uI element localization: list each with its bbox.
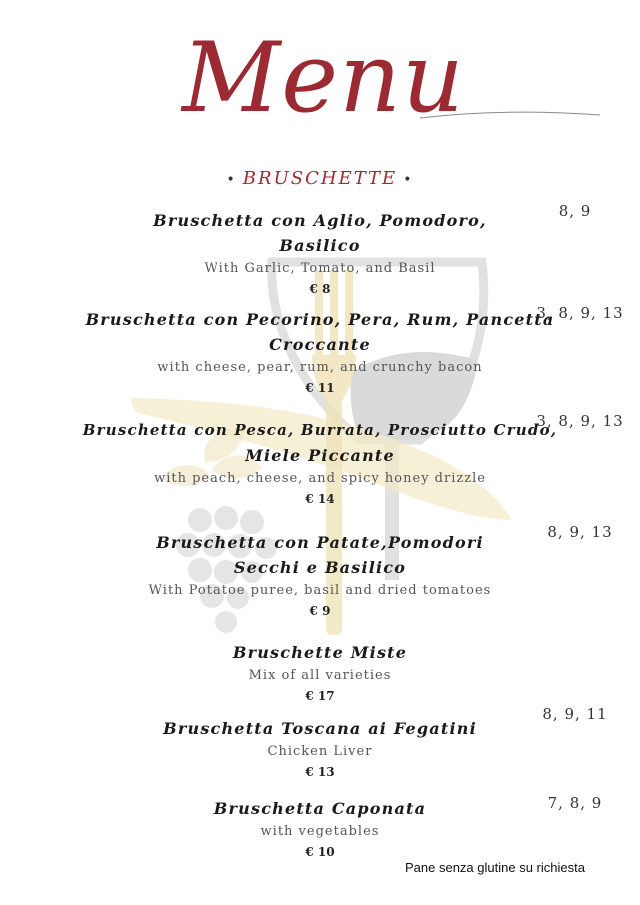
menu-item: [70, 418, 570, 508]
item-allergens: 3, 8, 9, 13: [536, 304, 624, 322]
item-price: € 9: [309, 604, 331, 618]
item-name-line1: Bruschetta con Patate,Pomodori: [156, 533, 484, 552]
item-price: € 14: [305, 492, 335, 506]
item-description: with peach, cheese, and spicy honey drizzle: [154, 471, 486, 486]
item-description: Mix of all varieties: [248, 668, 392, 683]
menu-item: [70, 208, 570, 298]
section-title: BRUSCHETTE: [242, 168, 398, 189]
section-heading: [0, 168, 640, 189]
item-name-line2: Croccante: [269, 335, 371, 354]
item-price: € 11: [305, 381, 335, 395]
item-description: with cheese, pear, rum, and crunchy bacon: [157, 360, 483, 375]
item-allergens: 7, 8, 9: [547, 794, 603, 812]
item-price: € 13: [305, 765, 335, 779]
menu-item: [70, 307, 570, 397]
item-name-line2: Miele Piccante: [245, 446, 395, 465]
item-allergens: 8, 9, 11: [542, 705, 608, 723]
item-allergens: 3, 8, 9, 13: [536, 412, 624, 430]
item-description: With Potatoe puree, basil and dried tomatoes: [148, 583, 492, 598]
gluten-free-note: Pane senza glutine su richiesta: [405, 860, 585, 875]
item-price: € 8: [309, 282, 331, 296]
menu-item: [70, 640, 570, 705]
bullet-left: •: [226, 172, 237, 188]
item-allergens: 8, 9, 13: [547, 523, 613, 541]
menu-title-block: [170, 20, 610, 140]
item-name-line1: Bruschette Miste: [232, 643, 408, 662]
bullet-right: •: [403, 172, 414, 188]
item-name-line1: Bruschetta con Pecorino, Pera, Rum, Pancetta: [85, 310, 555, 329]
item-description: With Garlic, Tomato, and Basil: [204, 261, 436, 276]
item-name-line2: Basilico: [279, 236, 361, 255]
menu-title: Menu: [182, 22, 465, 134]
item-description: Chicken Liver: [267, 744, 373, 759]
item-name-line2: Secchi e Basilico: [233, 558, 407, 577]
item-price: € 17: [305, 689, 335, 703]
item-price: € 10: [305, 845, 335, 859]
item-name-line1: Bruschetta con Pesca, Burrata, Prosciutto Crudo,: [82, 421, 558, 439]
item-name-line1: Bruschetta Toscana ai Fegatini: [163, 719, 477, 738]
menu-item: [70, 716, 570, 781]
title-flourish-icon: [170, 20, 610, 140]
item-name-line1: Bruschetta Caponata: [213, 799, 427, 818]
item-name-line1: Bruschetta con Aglio, Pomodoro,: [153, 211, 487, 230]
menu-item: [70, 530, 570, 620]
item-allergens: 8, 9: [558, 202, 592, 220]
item-description: with vegetables: [260, 824, 380, 839]
menu-item: [70, 796, 570, 861]
